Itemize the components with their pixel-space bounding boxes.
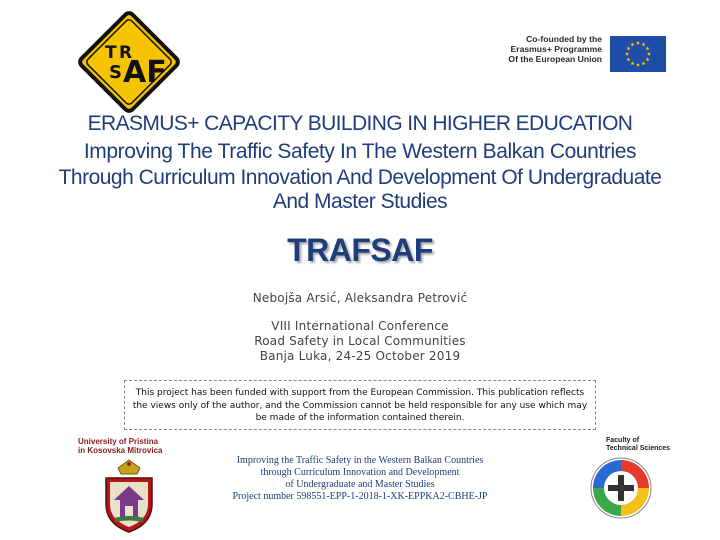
- conference-name: VIII International Conference: [271, 319, 449, 333]
- university-pristina-emblem: [96, 456, 162, 536]
- project-number: Project number 598551-EPP-1-2018-1-XK-EPPKA2-CBHE-JP: [232, 491, 488, 502]
- heading-title-line-1: Improving The Traffic Safety In The Western Balkan Countries: [83, 140, 637, 163]
- cofunded-text: [470, 34, 602, 64]
- project-acronym: TRAFSAF: [287, 232, 433, 268]
- heading-title-line-2: Through Curriculum Innovation And Development Of Undergraduate: [58, 166, 662, 189]
- cofunded-line-3: Of the European Union: [508, 54, 602, 64]
- faculty-technical-sciences-emblem: [588, 455, 654, 521]
- heading-title-line-3: And Master Studies: [272, 190, 448, 213]
- trafsaf-logo: [77, 10, 181, 114]
- university-pristina-name: [78, 437, 188, 455]
- faculty-line-2: Technical Sciences: [606, 445, 671, 452]
- erasmus-cofunded-badge: [470, 30, 700, 74]
- cofunded-line-2: Erasmus+ Programme: [510, 44, 602, 54]
- university-pristina-line-1: University of Pristina: [78, 437, 159, 446]
- project-info-line-1: Improving the Traffic Safety in the Western Balkan Countries: [236, 455, 484, 466]
- authors: Nebojša Arsić, Aleksandra Petrović: [252, 291, 468, 305]
- cofunded-line-1: Co-founded by the: [526, 34, 602, 44]
- logo-letter-t: T: [105, 43, 117, 63]
- university-pristina-line-2: in Kosovska Mitrovica: [78, 446, 163, 455]
- eu-flag-icon: [610, 36, 666, 72]
- logo-letter-s: S: [109, 62, 122, 83]
- logo-letter-r: R: [119, 43, 133, 63]
- funding-disclaimer: This project has been funded with support from the European Commission. This publication reflects the views only of the author, and the Commission cannot be held responsible for any use which may be made of the information contained therein.: [124, 380, 596, 430]
- project-info-line-2: through Curriculum Innovation and Development: [260, 467, 460, 478]
- conference-date-location: Banja Luka, 24-25 October 2019: [259, 349, 461, 363]
- faculty-technical-sciences-name: [606, 437, 676, 453]
- heading-program: ERASMUS+ CAPACITY BUILDING IN HIGHER EDUCATION: [87, 112, 633, 135]
- project-info-line-3: of Undergraduate and Master Studies: [285, 479, 435, 490]
- logo-letters-af: AF: [123, 55, 167, 90]
- conference-topic: Road Safety in Local Communities: [254, 334, 466, 348]
- faculty-line-1: Faculty of: [606, 437, 640, 444]
